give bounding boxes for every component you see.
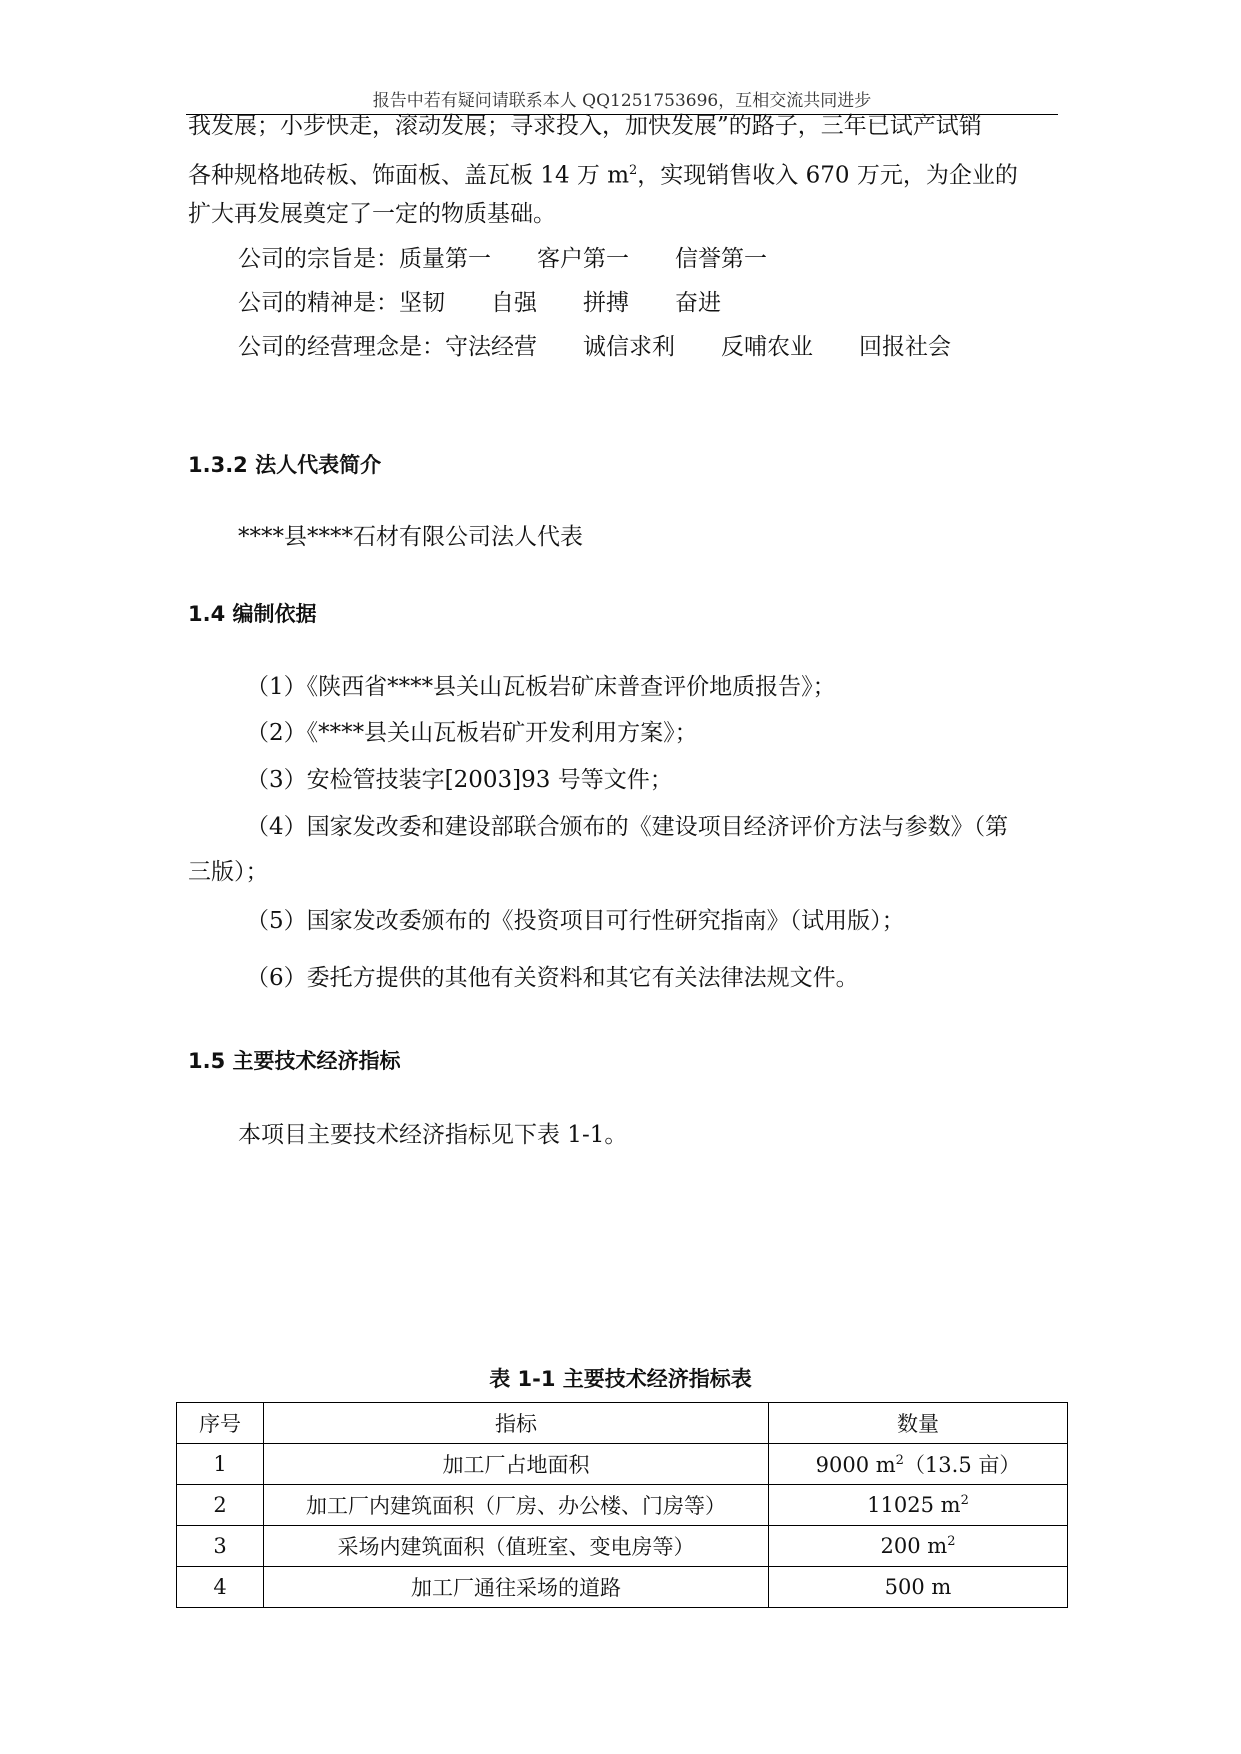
- tenet-item: 信誉第一: [675, 246, 767, 272]
- tenet-item: 守法经营: [445, 334, 537, 360]
- intro-line-2-rest: ，实现销售收入 670 万元，为企业的: [637, 162, 1018, 189]
- tenet-item: 回报社会: [859, 334, 951, 360]
- tenet-purpose: [238, 244, 1108, 275]
- cell-no: 4: [177, 1567, 264, 1608]
- basis-item-4-cont: 三版）；: [188, 859, 269, 885]
- col-header-indicator: 指标: [264, 1403, 769, 1444]
- qty-value: 200 m: [880, 1534, 948, 1558]
- heading-1-3-2: 1.3.2 法人代表简介: [188, 453, 382, 477]
- intro-line-2-sup: 2: [629, 163, 638, 178]
- table-row: [177, 1567, 1068, 1608]
- tenet-spirit: [238, 288, 1108, 319]
- heading-1-4: 1.4 编制依据: [188, 602, 317, 626]
- basis-item-6: （6）委托方提供的其他有关资料和其它有关法律法规文件。: [246, 965, 859, 991]
- cell-quantity: [769, 1567, 1068, 1608]
- table-row: [177, 1526, 1068, 1567]
- tenet-item: 坚韧: [399, 290, 445, 316]
- tenet-item: 拼搏: [583, 290, 629, 316]
- indicator-table: [176, 1402, 1068, 1608]
- tenet-item: 反哺农业: [721, 334, 813, 360]
- col-header-quantity: 数量: [769, 1403, 1068, 1444]
- basis-item-5: （5）国家发改委颁布的《投资项目可行性研究指南》（试用版）；: [246, 908, 905, 934]
- table-row: [177, 1444, 1068, 1485]
- tenet-item: 客户第一: [537, 246, 629, 272]
- tenet-philosophy-label: 公司的经营理念是：: [238, 334, 445, 360]
- tenet-item: 质量第一: [399, 246, 491, 272]
- col-header-no: 序号: [177, 1403, 264, 1444]
- intro-line-1: 我发展；小步快走，滚动发展；寻求投入，加快发展”的路子，三年已试产试销: [188, 113, 982, 139]
- intro-line-3: 扩大再发展奠定了一定的物质基础。: [188, 201, 556, 227]
- qty-sup: 2: [960, 1493, 969, 1508]
- cell-no: 3: [177, 1526, 264, 1567]
- qty-value: 11025 m: [867, 1493, 961, 1517]
- indicator-intro: 本项目主要技术经济指标见下表 1-1。: [238, 1122, 628, 1148]
- table-caption: 表 1-1 主要技术经济指标表: [489, 1367, 752, 1391]
- basis-item-1: （1）《陕西省****县关山瓦板岩矿床普查评价地质报告》；: [246, 674, 836, 700]
- legal-rep-text: ****县****石材有限公司法人代表: [238, 524, 583, 550]
- tenet-item: 诚信求利: [583, 334, 675, 360]
- intro-line-2: [188, 155, 1058, 192]
- qty-sup: 2: [895, 1453, 904, 1468]
- tenet-philosophy: [238, 332, 1108, 363]
- cell-quantity: [769, 1526, 1068, 1567]
- cell-indicator: 采场内建筑面积（值班室、变电房等）: [264, 1526, 769, 1567]
- cell-no: 1: [177, 1444, 264, 1485]
- cell-indicator: 加工厂内建筑面积（厂房、办公楼、门房等）: [264, 1485, 769, 1526]
- qty-value: 500 m: [884, 1575, 952, 1599]
- tenet-item: 自强: [491, 290, 537, 316]
- qty-extra: （13.5 亩）: [903, 1453, 1021, 1477]
- table-header-row: [177, 1403, 1068, 1444]
- cell-quantity: [769, 1485, 1068, 1526]
- cell-indicator: 加工厂通往采场的道路: [264, 1567, 769, 1608]
- basis-item-2: （2）《****县关山瓦板岩矿开发利用方案》；: [246, 720, 698, 746]
- cell-quantity: [769, 1444, 1068, 1485]
- tenet-item: 奋进: [675, 290, 721, 316]
- cell-indicator: 加工厂占地面积: [264, 1444, 769, 1485]
- basis-item-4: （4）国家发改委和建设部联合颁布的《建设项目经济评价方法与参数》（第: [246, 814, 1009, 840]
- tenet-spirit-label: 公司的精神是：: [238, 290, 399, 316]
- intro-line-2-text: 各种规格地砖板、饰面板、盖瓦板 14 万 m: [188, 162, 630, 189]
- page-header: 报告中若有疑问请联系本人 QQ1251753696，互相交流共同进步: [372, 91, 872, 111]
- basis-item-3: （3）安检管技装字[2003]93 号等文件；: [246, 767, 673, 793]
- qty-value: 9000 m: [815, 1453, 896, 1477]
- cell-no: 2: [177, 1485, 264, 1526]
- tenet-purpose-label: 公司的宗旨是：: [238, 246, 399, 272]
- qty-sup: 2: [947, 1534, 956, 1549]
- heading-1-5: 1.5 主要技术经济指标: [188, 1049, 401, 1073]
- table-row: [177, 1485, 1068, 1526]
